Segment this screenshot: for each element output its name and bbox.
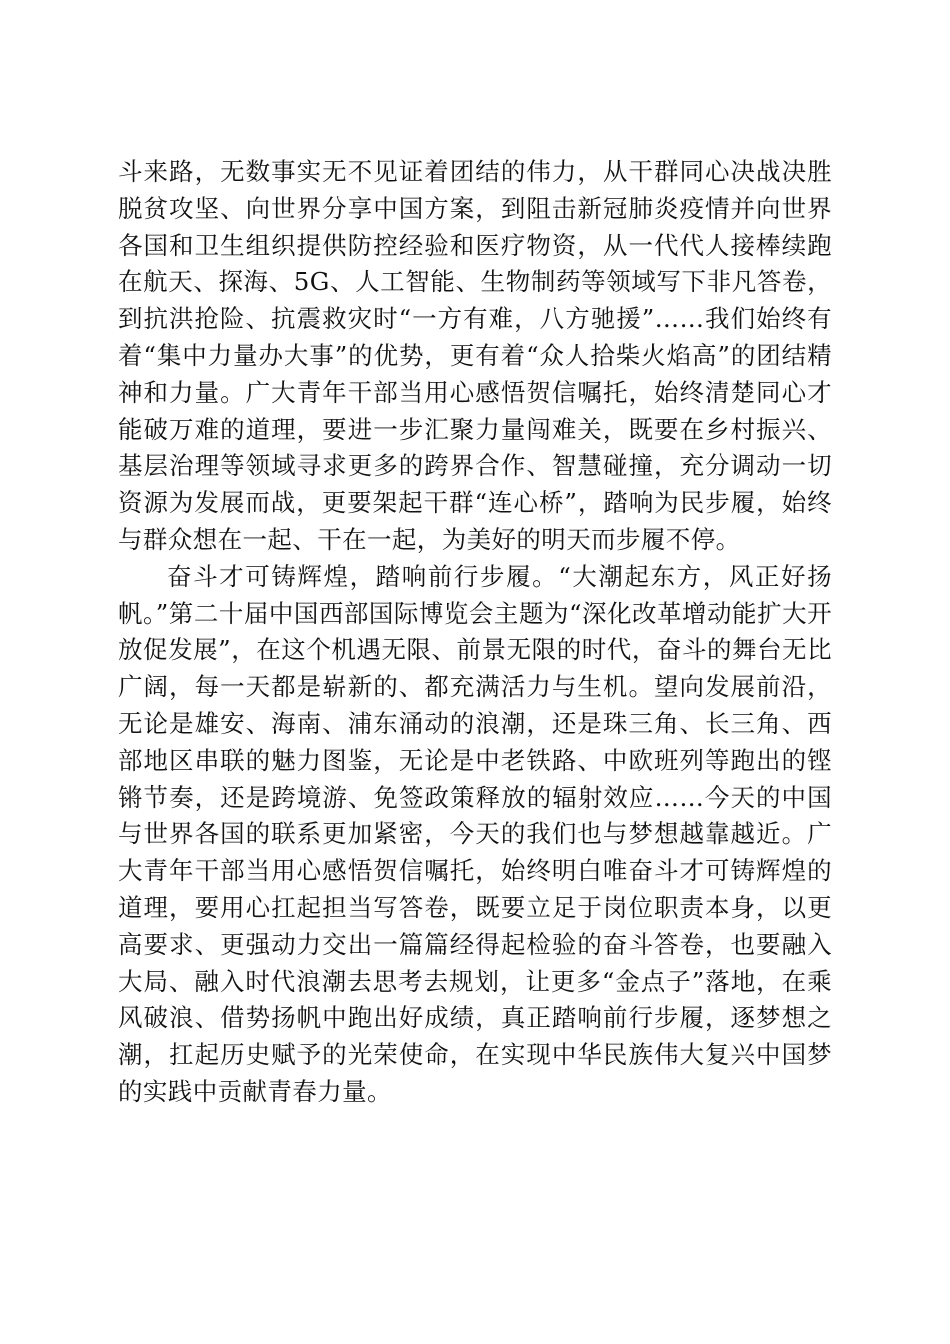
document-body <box>118 154 832 1111</box>
paragraph-struggle: 奋斗才可铸辉煌，踏响前行步履。“大潮起东方，风正好扬帆。”第二十届中国西部国际博览会主题为“深化改革增动能扩大开放促发展”，在这个机遇无限、前景无限的时代，奋斗的舞台无比广阔，每一天都是崭新的、都充满活力与生机。望向发展前沿，无论是雄安、海南、浦东涌动的浪潮，还是珠三角、长三角、西部地区串联的魅力图鉴，无论是中老铁路、中欧班列等跑出的铿锵节奏，还是跨境游、免签政策释放的辐射效应……今天的中国与世界各国的联系更加紧密，今天的我们也与梦想越靠越近。广大青年干部当用心感悟贺信嘱托，始终明白唯奋斗才可铸辉煌的道理，要用心扛起担当写答卷，既要立足于岗位职责本身，以更高要求、更强动力交出一篇篇经得起检验的奋斗答卷，也要融入大局、融入时代浪潮去思考去规划，让更多“金点子”落地，在乘风破浪、借势扬帆中跑出好成绩，真正踏响前行步履，逐梦想之潮，扛起历史赋予的光荣使命，在实现中华民族伟大复兴中国梦的实践中贡献青春力量。 <box>118 561 832 1106</box>
paragraph-continued: 斗来路，无数事实无不见证着团结的伟力，从干群同心决战决胜脱贫攻坚、向世界分享中国方案，到阻击新冠肺炎疫情并向世界各国和卫生组织提供防控经验和医疗物资，从一代代人接棒续跑在航天、探海、5G、人工智能、生物制药等领域写下非凡答卷，到抗洪抢险、抗震救灾时“一方有难，八方驰援”……我们始终有着“集中力量办大事”的优势，更有着“众人拾柴火焰高”的团结精神和力量。广大青年干部当用心感悟贺信嘱托，始终清楚同心才能破万难的道理，要进一步汇聚力量闯难关，既要在乡村振兴、基层治理等领域寻求更多的跨界合作、智慧碰撞，充分调动一切资源为发展而战，更要架起干群“连心桥”，踏响为民步履，始终与群众想在一起、干在一起，为美好的明天而步履不停。 <box>118 157 832 554</box>
